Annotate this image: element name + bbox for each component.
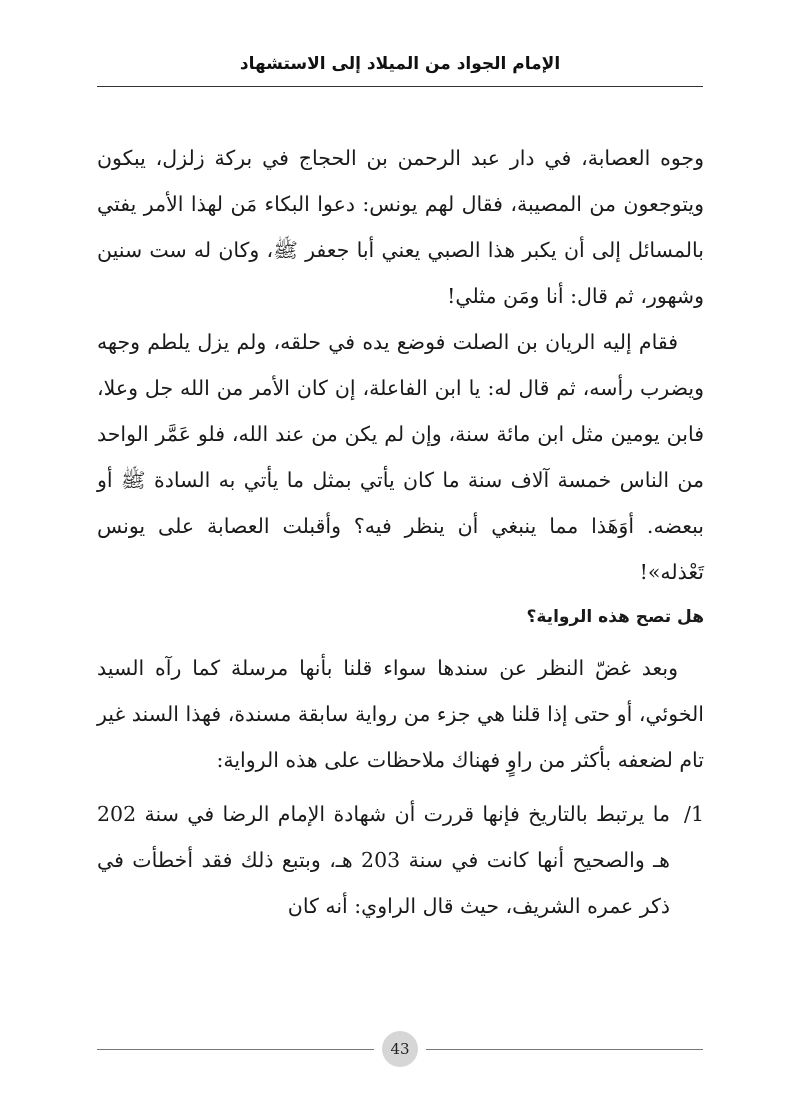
paragraph-2: فقام إليه الريان بن الصلت فوضع يده في حلقه، ولم يزل يلطم وجهه ويضرب رأسه، ثم قال له: يا ابن الفاعلة، إن كان الأمر من الله جل وعلا، فابن يومين مثل ابن مائة سنة، وإن لم يكن من عند الله، فلو عَمَّر الواحد من الناس خمسة آلاف سنة ما كان يأتي بمثل ما يأتي به السادة ﷺ أو ببعضه. أوَهَذا مما ينبغي أن ينظر فيه؟ وأقبلت العصابة على يونس تَعْذله»! bbox=[97, 330, 704, 584]
running-header: الإمام الجواد من الميلاد إلى الاستشهاد bbox=[239, 54, 561, 74]
page-number: 43 bbox=[382, 1031, 418, 1067]
header-rule bbox=[97, 86, 703, 87]
paragraph-3: وبعد غضّ النظر عن سندها سواء قلنا بأنها مرسلة كما رآه السيد الخوئي، أو حتى إذا قلنا هي جزء من رواية سابقة مسندة، فهذا السند غير تام لضعفه بأكثر من راوٍ فهناك ملاحظات على هذه الرواية: bbox=[97, 656, 704, 772]
section-heading: هل تصح هذه الرواية؟ bbox=[526, 607, 704, 627]
paragraph-1: وجوه العصابة، في دار عبد الرحمن بن الحجاج في بركة زلزل، يبكون ويتوجعون من المصيبة، فقال لهم يونس: دعوا البكاء مَن لهذا الأمر يفتي بالمسائل إلى أن يكبر هذا الصبي يعني أبا جعفر ﷺ، وكان له ست سنين وشهور، ثم قال: أنا ومَن مثلي! bbox=[97, 146, 704, 308]
page-body bbox=[97, 135, 704, 929]
footer-rule-left bbox=[97, 1049, 374, 1050]
list-item-text: ما يرتبط بالتاريخ فإنها قررت أن شهادة الإمام الرضا في سنة 202 هـ والصحيح أنها كانت في سنة 203 هـ، وبتبع ذلك فقد أخطأت في ذكر عمره الشريف، حيث قال الراوي: أنه كان bbox=[97, 802, 670, 918]
list-item bbox=[97, 791, 704, 929]
footer-rule-right bbox=[426, 1049, 703, 1050]
list-item-number: 1/ bbox=[684, 802, 704, 826]
